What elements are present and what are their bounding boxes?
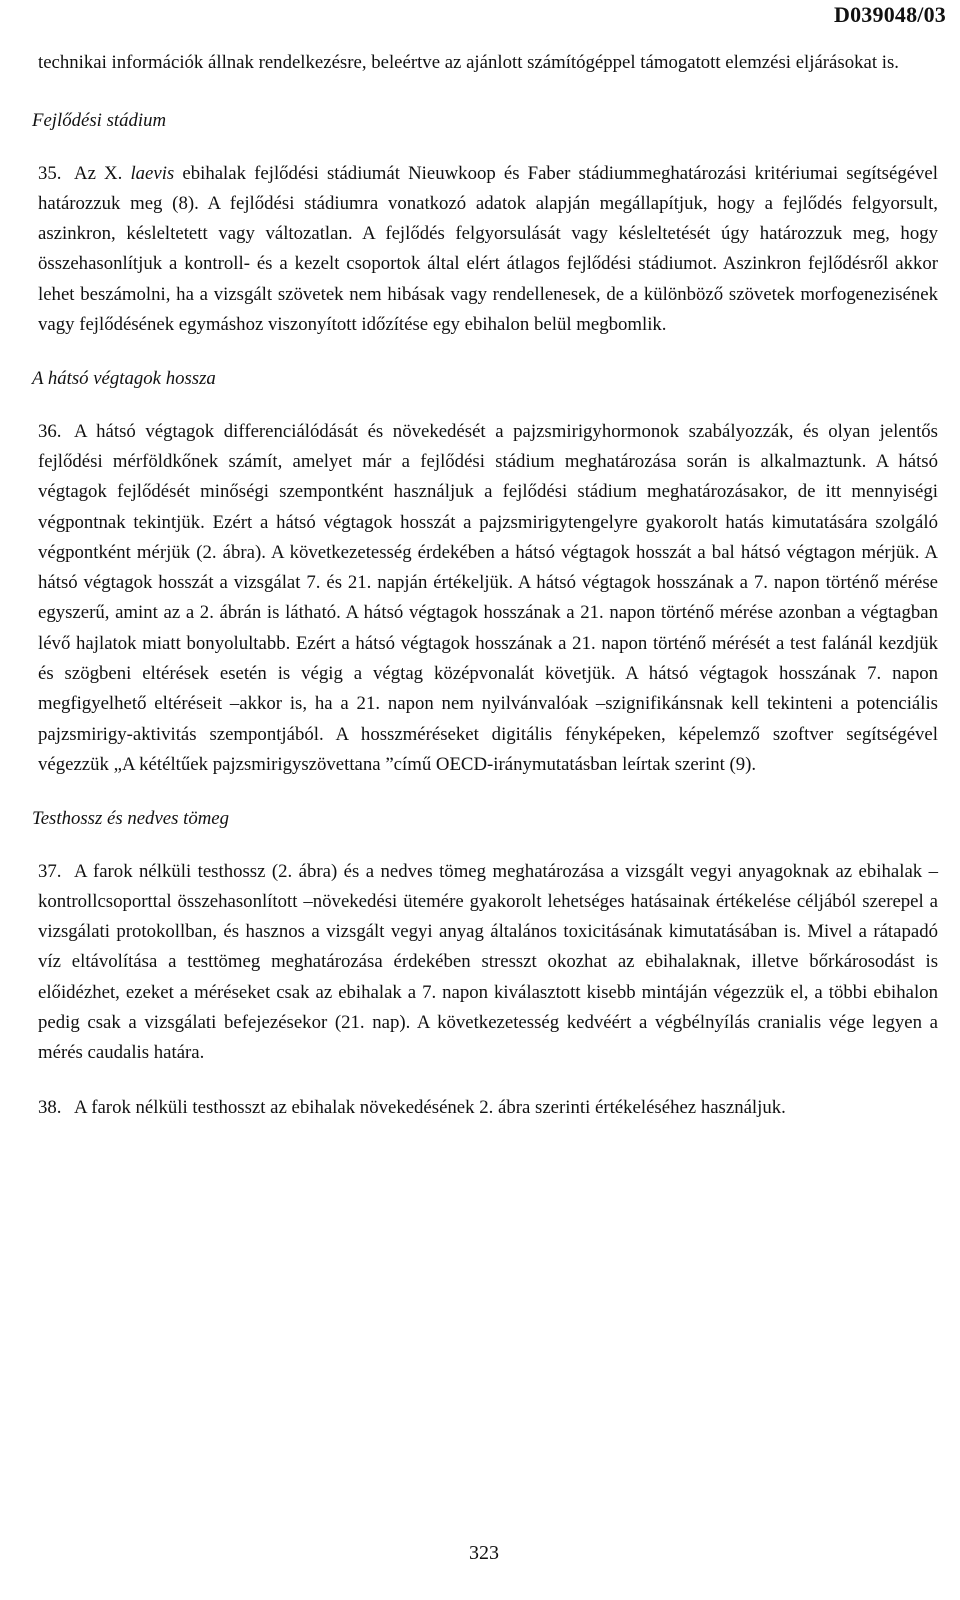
section-heading-body-length-weight: Testhossz és nedves tömeg (32, 808, 230, 830)
section-heading-hindlimb-length: A hátsó végtagok hossza (32, 368, 216, 390)
intro-paragraph: technikai információk állnak rendelkezésre, beleértve az ajánlott számítógéppel támogatott elemzési eljárásokat is. (38, 52, 899, 73)
paragraph-text: A farok nélküli testhossz (2. ábra) és a nedves tömeg meghatározása a vizsgált vegyi anyagoknak az ebihalak –kontrollcsoporttal összehasonlított –növekedési ütemére gyakorolt lehetséges hatásainak értékelése céljából szerepel a vizsgálati protokollban, és hasznos a vizsgált vegyi anyag általános toxicitásának kimutatásában is. Mivel a rátapadó víz eltávolítása a testtömeg meghatározása érdekében stresszt okozhat az ebihalaknak, illetve bőrkárosodást is előidézhet, ezeket a méréseket csak az ebihalak a 7. napon kiválasztott kisebb mintáján végezzük el, a többi ebihalon pedig csak a vizsgálati befejezésekor (21. nap). A következetesség kedvéért a végbélnyílás cranialis vége legyen a mérés caudalis határa. (38, 860, 938, 1064)
section-heading-development-stage: Fejlődési stádium (32, 110, 167, 132)
paragraph-text: A farok nélküli testhosszt az ebihalak növekedésének 2. ábra szerinti értékeléséhez használjuk. (74, 1096, 786, 1118)
paragraph-text-start: Az X. (74, 162, 131, 184)
paragraph-35 (38, 159, 938, 341)
paragraph-text: A hátsó végtagok differenciálódását és növekedését a pajzsmirigyhormonok szabályozzák, és olyan jelentős fejlődési mérföldkőnek számít, amelyet már a fejlődési stádium meghatározása során is alkalmaztunk. A hátsó végtagok fejlődését minőségi szempontként használjuk a fejlődési stádium meghatározásakor, de itt mennyiségi végpontnak tekintjük. Ezért a hátsó végtagok hosszát a pajzsmirigytengelyre gyakorolt hatás kimutatására szolgáló végpontként mérjük (2. ábra). A következetesség érdekében a hátsó végtagok hosszát a bal hátsó végtagon mérjük. A hátsó végtagok hosszát a vizsgálat 7. és 21. napján értékeljük. A hátsó végtagok hosszának a 7. napon történő mérése egyszerű, amint az a 2. ábrán is látható. A hátsó végtagok hosszának a 21. napon történő mérése azonban a végtagban lévő hajlatok miatt bonyolultabb. Ezért a hátsó végtagok hosszának a 21. napon történő mérését a test falánál kezdjük és szögbeni eltérések esetén is végig a végtag középvonalát követjük. A hátsó végtagok hosszának 7. napon megfigyelhető eltéréseit –akkor is, ha a 21. napon nem nyilvánvalóak –szignifikánsnak kell tekinteni a potenciális pajzsmirigy-aktivitás szempontjából. A hosszméréseket digitális fényképeken, képelemző szoftver segítségével végezzük „A kétéltűek pajzsmirigyszövettana ”című OECD-iránymutatásban leírtak szerint (9). (38, 420, 938, 775)
document-body (32, 48, 938, 1123)
paragraph-number: 37. (38, 860, 62, 882)
paragraph-text: ebihalak fejlődési stádiumát Nieuwkoop és Faber stádiummeghatározási kritériumai segítségével határozzuk meg (8). A fejlődési stádiumra vonatkozó adatok alapján megállapítjuk, hogy a fejlődés felgyorsult, aszinkron, késleltetett vagy változatlan. A fejlődés felgyorsulását vagy késleltetését úgy határozzuk meg, hogy összehasonlítjuk a kontroll- és a kezelt csoportok által elért átlagos fejlődési stádiumot. Aszinkron fejlődésről akkor lehet beszámolni, ha a vizsgált szövetek nem hibásak vagy rendellenesek, de a különböző szövetek morfogenezisének vagy fejlődésének egymáshoz viszonyított időzítése egy ebihalon belül megbomlik. (38, 162, 938, 336)
paragraph-38 (38, 1093, 938, 1123)
paragraph-number: 35. (38, 162, 62, 184)
paragraph-37 (38, 857, 938, 1069)
page-number: 323 (469, 1542, 499, 1564)
paragraph-number: 38. (38, 1096, 62, 1118)
paragraph-36 (38, 417, 938, 781)
document-id: D039048/03 (834, 2, 946, 27)
paragraph-number: 36. (38, 420, 62, 442)
species-name: laevis (130, 162, 175, 184)
